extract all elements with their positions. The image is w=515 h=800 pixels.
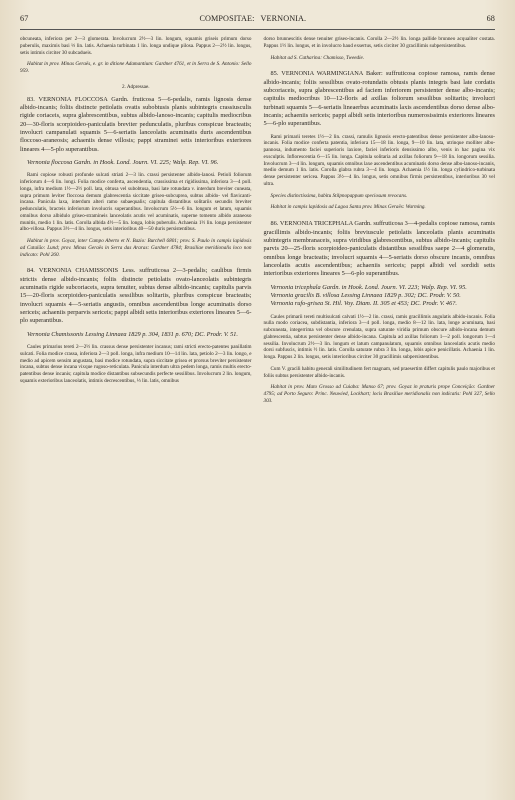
header-rule bbox=[20, 29, 495, 30]
species-83-description: 83. VERNONIA FLOCCOSA Gardn. fruticosa 5—6-pedalis, ramis lignosis dense albido-incanis; foliis distincte petiolatis ovatis subobtusis planis subintegris crassiusculis rigide coriaceis, supra glabrescentibus, subtus albido-lanoso-incanis; capitulis mediocribus 20—30-floris scorpioideo-paniculatis breviter pedunculatis, pluribus conspicue bracteatis; involucri campanulati squamis 5—6-seriatis lanceolatis acuminatis duris ascendentibus floccoso-araneosis; achaeniis dense villosis; pappi straminei setis interioribus exteriores lineares 4—5-plo superantibus. bbox=[20, 95, 252, 153]
species-86-reference: Vernonia tricephala Gardn. in Hook. Lond. Journ. VI. 223; Walp. Rep. VI. 95. bbox=[270, 283, 467, 291]
two-column-text bbox=[20, 36, 495, 405]
page-number-right: 68 bbox=[486, 14, 495, 23]
species-84-details: Caules primarius tereti 2—2½ lin. crassus dense persistenter incanus; rami stricti erecto-patentes panillatim sulcati. Folia modice crassa, inferiora 2—3 poll. longa, infra medium 10—14 lin. lata, petiolo 2—3 lin. longo, e medio ad apicem sensim angustata, basi modice rotundata, supra siccitate grisea et prorsus breviter persistenter incana, subtus dense incana vixque rugoso-reticulata. Panicula interdum ultra pedem longa, ramis multis erecto-patentibus dense incanis; capitula modice distantibus subsecundis perfecte sessilibus. Involucrum 2 lin. longum, squamis exterioribus lanceolatis, intimis decrescentibus, ⅓ lin. latis, omnibus bbox=[20, 344, 252, 384]
species-86-reference: Vernonia rufo-grisea St. Hil. Voy. Diam. II. 305 et 453; DC. Prodr. V. 46?. bbox=[270, 300, 457, 308]
species-86-reference: Vernonia gracilis B. villosa Lessing Linnaea 1829 p. 302; DC. Prodr. V. 50. bbox=[270, 291, 461, 299]
running-header bbox=[20, 14, 495, 28]
species-86-note: Cum V. gracili habitu generali similitudinem fert magnam, sed praesertim differt capitulis paulo majoribus et foliis subtus persistenter albido-incanis. bbox=[263, 365, 495, 379]
species-86-description: 86. VERNONIA TRICEPHALA Gardn. suffruticosa 3—4-pedalis copiose ramosa, ramis gracillimis albido-incanis; foliis breviuscule petiolatis lanceolatis planis acuminatis subintegris membranaceis, supra viridibus glabrescentibus, subtus albido-incanis; capitulis parvis 20—25-floris scorpioideo-paniculatis distantibus sessilibus saepe 2—4 glomeratis, omnibus longe bracteatis; involucri squamis 4—5-seriatis dorso obscure incanis, omnibus lanceolatis acutis ascendentibus; achaeniis sericeis; pappi albidi vel sordidi setis interioribus exteriores lineares 5—6-plo superantibus. bbox=[263, 220, 495, 278]
species-86-details: Caules primarii tereti multisulcati calvati 1½—2 lin. crassi, ramis gracillimis angulatis albido-incanis. Folia nulla modo coriacea, subdistantia, inferiora 3—4 poll. longa, medio 8—12 lin. lata, longe acuminata, basi subcuneata, integerrima vel obscure crenulata, supra saturate viridia primum obscure albido-incana demum glabrescentia, subtus persistenter dense albido-incana. Capitula ad axillas foliorum 1—2 poll. longorum 1—4 sessilia. Involucrum 2½—3 lin. longum et latum campanulatum, squamis omnibus lanceolatis acutis medio dorsi subfuscis, intimis ½ lin. latis. Corolla saturate rubra 3 lin. longa, lobis apice penicillatis. Achaenia 1 lin. longa. Pappus 2 lin. longus, setis interioribus circiter 30 gracillimis subpersistentibus. bbox=[263, 313, 495, 361]
running-title-right: VERNONIA. bbox=[260, 14, 307, 23]
species-85-note: Species distinctissima, habitu Stilpnopappum speciosum revocans. bbox=[270, 192, 408, 199]
species-85-description: 85. VERNONIA WARMINGIANA Baker: suffruticosa copiose ramosa, ramis dense albido-incanis; foliis sessilibus ovato-rotundatis obtusis planis integris basi late cordatis subcoriaceis, supra glabrescentibus ad faciem inferiorem persistenter dense albo-incanis; capitulis mediocribus 10—12-floris ad axillas foliorum sessilibus solitariis; involucri turbinati squamis 5—6-seriatis lineaerbus acuminatis laxis ascendentibus dorso dense albo-incanis; achaeniis sericeis; pappi albidi setis interioribus numerosissimis exteriores lineares 5—6-plo superantibus. bbox=[263, 70, 495, 128]
species-83-details: Rami copiose robusti profunde sulcati striati 2—3 lin. crassi persistenter albido-lanosi. Petioli foliorum inferiorum 4—6 lin. longi. Folia modice conferta, ascendentia, crassissima et rigidissima, inferiora 3—4 poll. longa, infra medium 1½—2½ poll. lata, obtusa vel subobtusa, basi late rotundata v. interdum breviter cuneata, supra primum leviter floccosa demum glabrescentia siccitate griseo-subcuprea, subtus albido- vel flavicanti-incana. Panicula laxa, interdum alteri ramo subaequalis; capitula distantibus solitariis secundis breviter pedunculatis, bracteis inferiorum involucris superantibus. Involucrum 5½—6 lin. longum et latum, squamis omnibus dorso albidulo griseo-stramineis lanceolatis acutis vel acuminatis, superne tomento albido araneoso munitis, medio 1 lin. latis. Corolla albida 4½—5 lin. longa, lobis puberulis. Achaenia 1½ lin. longa persistenter albo-villosa. Pappus 3½—4 lin. longus, setis interioribus 40—50 duris persistentibus. bbox=[20, 172, 252, 233]
species-86-habitat: Habitat in prov. Mato Grosso ad Cuiaba: Manso 67; prov. Goyaz in praturis prope Conceição: Gardner 4795; ad Porto Seguro: Princ. Neuwied, Lockhart; locis Brasiliae meridionalis non indicatis: Pohl 327, Sello 303. bbox=[263, 384, 495, 404]
species-85-details: Rami primarii teretes 1½—2 lin. crassi, ramulis lignosis erecto-patentibus dense persistenter albo-lanoso-incanis. Folia modice conferta patentia, inferiora 15—18 lin. longa, 9—10 lin. lata, utrinque molliter albo-pannosa, indumento faciei superioris laxiore, faciei inferioris densissimo albo, venis in hac pagina vix exsculptis. Inflorescentia 6—15 lin. longa. Capitula solitaria ad axillas foliorum 9—18 lin. longorum sessilia. Involucrum 3—4 lin. longum, squamis omnibus laxe ascendentibus acuminatis dorso dense albo-lanoso-incanis, medio demum 1 lin. latis. Corolla glabra rubra 3—4 lin. longa. Achaenia 1½ lin. longa cylindrico-turbinata dense persistenter sericea. Pappus 3½—4 lin. longus, setis omnibus firmis persistentibus, interioribus 30 vel ultra. bbox=[263, 133, 495, 187]
habitat-paragraph: Habitat ad S. Catharina: Chamisso, Tweedie. bbox=[270, 54, 365, 61]
right-column bbox=[264, 36, 496, 405]
species-84-reference: Vernonia Chamissonis Lessing Linnaea 1829 p. 304, 1831 p. 670; DC. Prodr. V. 51. bbox=[27, 330, 238, 338]
continued-details: dorso brunnescitis dense tenuiter griseo-incanis. Corolla 2—2½ lin. longa pallide brunneo acqualiter costata. Pappus 1½ lin. longus, et in involucro haud exsertus, setis circiter 30 gracillimis subpersistentibus. bbox=[263, 36, 495, 49]
section-subheading: 2. Adpressae. bbox=[121, 83, 150, 90]
habitat-paragraph: Habitat in prov. Minas Geraës, e. gr. in ditione Adamantium: Gardner 4761, et in Serra de S. Antonio: Sello 959. bbox=[20, 61, 252, 74]
species-83-reference: Vernonia floccosa Gardn. in Hook. Lond. Journ. VI. 225; Walp. Rep. VI. 96. bbox=[27, 158, 219, 166]
page-number-left: 67 bbox=[20, 14, 29, 23]
species-83-habitat: Habitat in prov. Goyaz, inter Campo Aberto et N. Bazio: Burchell 6801; prov. S. Paulo in campis lapidosis ad Catalão: Lund; prov. Minas Geraës in Serra das Araras: Gardner 4784; Brasiliae meridionalis loco non indicato: Pohl 260. bbox=[20, 238, 252, 258]
running-title-left: COMPOSITAE: bbox=[199, 14, 255, 23]
species-85-habitat: Habitat in campis lapidosis ad Lagoa Santa prov. Minas Geraës: Warming. bbox=[270, 204, 426, 211]
species-84-description: 84. VERNONIA CHAMISSONIS Less. suffruticosa 2—3-pedalis; caulibus firmis strictis dense albido-incanis; foliis distincte petiolatis ovato-lanceolatis subintegris acuminatis rigide subcoriaceis, supra tenuiter, subtus dense albido-incanis; capitulis parvis 15—20-floris scorpioideo-paniculatis sessilibus solitariis, pluribus conspicue bracteatis; involucri squamis 4—5-seriatis angustis, omnibus ascendentibus longe acuminatis dorso sericeis; achaeniis perparvis sericeis; pappi albidi setis interioribus exteriores lineares 5—6-plo superantibus. bbox=[20, 267, 252, 325]
continued-description: obcuneata, inferiora per 2—3 glomerata. Involucrum 2½—3 lin. longum, squamis griseis primum dorso puberulis, maximis basi ⅓ lin. latis. Achaenia turbinata 1 lin. longa undique pilosa. Pappus 2—2½ lin. longus, setis intimis circiter 30 subcadueis. bbox=[20, 36, 252, 56]
left-column bbox=[20, 36, 252, 405]
